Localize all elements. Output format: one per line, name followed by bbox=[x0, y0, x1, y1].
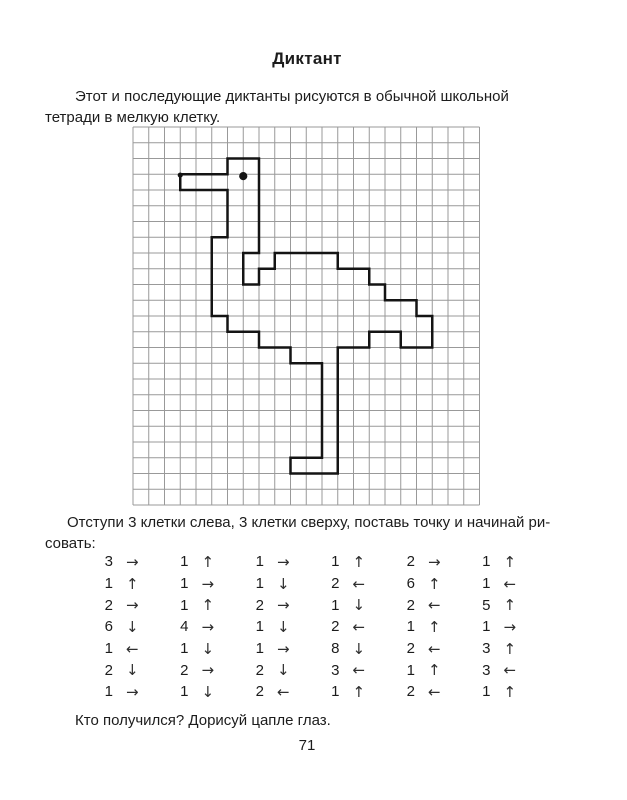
dictation-step bbox=[249, 594, 325, 616]
dictation-step bbox=[98, 551, 174, 573]
arrow-down-icon: ↓ bbox=[126, 617, 139, 636]
intro-paragraph: Этот и последующие диктанты рисуются в обычной школьной тетради в мелкую клетку. bbox=[45, 88, 509, 126]
dictation-step bbox=[174, 573, 250, 595]
arrow-down-icon: ↓ bbox=[126, 661, 139, 680]
dictation-step bbox=[249, 638, 325, 660]
arrow-up-icon: ↑ bbox=[201, 552, 215, 571]
step-count: 1 bbox=[331, 553, 340, 571]
dictation-step bbox=[400, 594, 476, 616]
step-count: 1 bbox=[255, 640, 264, 658]
step-count: 1 bbox=[180, 553, 189, 571]
dictation-step bbox=[400, 573, 476, 595]
dictation-instructions bbox=[45, 512, 580, 554]
dictation-steps-table bbox=[98, 551, 551, 703]
step-count: 1 bbox=[180, 683, 189, 701]
dictation-step bbox=[325, 659, 401, 681]
step-count: 3 bbox=[482, 640, 491, 658]
arrow-right-icon: → bbox=[428, 552, 441, 571]
step-count: 4 bbox=[180, 618, 189, 636]
dictation-step bbox=[249, 681, 325, 703]
dictation-instructions-line1: Отступи 3 клетки слева, 3 клетки сверху, поставь точку и начинай ри- bbox=[67, 514, 551, 531]
arrow-down-icon: ↓ bbox=[201, 682, 215, 701]
dictation-step bbox=[476, 659, 552, 681]
step-count: 1 bbox=[104, 640, 113, 658]
step-count: 3 bbox=[104, 553, 113, 571]
arrow-up-icon: ↑ bbox=[428, 661, 441, 680]
arrow-up-icon: ↑ bbox=[428, 574, 441, 593]
arrow-up-icon: ↑ bbox=[126, 574, 139, 593]
dictation-step bbox=[400, 659, 476, 681]
dictation-step bbox=[476, 638, 552, 660]
step-count: 5 bbox=[482, 596, 491, 614]
dictation-step bbox=[400, 681, 476, 703]
dictation-step bbox=[174, 659, 250, 681]
step-count: 1 bbox=[180, 640, 189, 658]
arrow-left-icon: ← bbox=[503, 661, 517, 680]
heron-grid-drawing bbox=[132, 126, 481, 506]
arrow-right-icon: → bbox=[201, 617, 215, 636]
arrow-left-icon: ← bbox=[277, 682, 290, 701]
step-count: 2 bbox=[255, 596, 264, 614]
dictation-instructions-line2: совать: bbox=[45, 535, 96, 552]
dictation-step bbox=[249, 573, 325, 595]
dictation-step bbox=[476, 551, 552, 573]
step-count: 3 bbox=[331, 661, 340, 679]
dictation-step bbox=[476, 594, 552, 616]
step-count: 1 bbox=[104, 683, 113, 701]
arrow-up-icon: ↑ bbox=[352, 552, 366, 571]
arrow-right-icon: → bbox=[126, 552, 139, 571]
step-count: 1 bbox=[482, 618, 491, 636]
step-count: 2 bbox=[104, 596, 113, 614]
arrow-left-icon: ← bbox=[503, 574, 517, 593]
arrow-up-icon: ↑ bbox=[428, 617, 441, 636]
dictation-step bbox=[98, 638, 174, 660]
dictation-step bbox=[174, 616, 250, 638]
page-title: Диктант bbox=[272, 49, 342, 68]
arrow-down-icon: ↓ bbox=[352, 639, 366, 658]
arrow-right-icon: → bbox=[277, 552, 290, 571]
arrow-right-icon: → bbox=[503, 617, 517, 636]
arrow-right-icon: → bbox=[201, 574, 215, 593]
arrow-up-icon: ↑ bbox=[352, 682, 366, 701]
arrow-right-icon: → bbox=[277, 639, 290, 658]
arrow-left-icon: ← bbox=[126, 639, 139, 658]
step-count: 1 bbox=[180, 575, 189, 593]
arrow-left-icon: ← bbox=[352, 661, 366, 680]
dictation-step bbox=[325, 551, 401, 573]
arrow-left-icon: ← bbox=[428, 639, 441, 658]
dictation-step bbox=[325, 594, 401, 616]
arrow-left-icon: ← bbox=[352, 574, 366, 593]
step-count: 1 bbox=[180, 596, 189, 614]
dictation-step bbox=[325, 681, 401, 703]
step-count: 1 bbox=[482, 553, 491, 571]
step-count: 1 bbox=[406, 661, 415, 679]
arrow-right-icon: → bbox=[126, 596, 139, 615]
arrow-up-icon: ↑ bbox=[503, 552, 517, 571]
dictation-step bbox=[400, 616, 476, 638]
step-count: 3 bbox=[482, 661, 491, 679]
dictation-step bbox=[400, 551, 476, 573]
eye-dot bbox=[239, 172, 247, 180]
arrow-down-icon: ↓ bbox=[201, 639, 215, 658]
arrow-down-icon: ↓ bbox=[277, 617, 290, 636]
step-count: 6 bbox=[406, 575, 415, 593]
step-count: 2 bbox=[331, 575, 340, 593]
arrow-up-icon: ↑ bbox=[201, 596, 215, 615]
arrow-right-icon: → bbox=[126, 682, 139, 701]
dictation-step bbox=[98, 659, 174, 681]
dictation-step bbox=[98, 616, 174, 638]
step-count: 2 bbox=[104, 661, 113, 679]
step-count: 2 bbox=[180, 661, 189, 679]
step-count: 2 bbox=[406, 640, 415, 658]
dictation-step bbox=[98, 594, 174, 616]
step-count: 8 bbox=[331, 640, 340, 658]
arrow-left-icon: ← bbox=[428, 596, 441, 615]
dictation-step bbox=[98, 573, 174, 595]
arrow-down-icon: ↓ bbox=[277, 574, 290, 593]
step-count: 1 bbox=[255, 618, 264, 636]
dictation-step bbox=[174, 594, 250, 616]
dictation-step bbox=[476, 573, 552, 595]
step-count: 1 bbox=[331, 683, 340, 701]
dictation-step bbox=[325, 638, 401, 660]
step-count: 1 bbox=[255, 575, 264, 593]
step-count: 1 bbox=[482, 683, 491, 701]
dictation-step bbox=[476, 681, 552, 703]
dictation-step bbox=[325, 616, 401, 638]
arrow-down-icon: ↓ bbox=[277, 661, 290, 680]
step-count: 6 bbox=[104, 618, 113, 636]
dictation-step bbox=[249, 659, 325, 681]
step-count: 1 bbox=[104, 575, 113, 593]
arrow-left-icon: ← bbox=[428, 682, 441, 701]
dictation-step bbox=[249, 551, 325, 573]
step-count: 1 bbox=[406, 618, 415, 636]
step-count: 2 bbox=[331, 618, 340, 636]
arrow-left-icon: ← bbox=[352, 617, 366, 636]
dictation-step bbox=[476, 616, 552, 638]
arrow-right-icon: → bbox=[277, 596, 290, 615]
arrow-up-icon: ↑ bbox=[503, 596, 517, 615]
dictation-step bbox=[98, 681, 174, 703]
page-number: 71 bbox=[298, 737, 316, 754]
step-count: 2 bbox=[255, 683, 264, 701]
dictation-step bbox=[174, 638, 250, 660]
step-count: 2 bbox=[406, 553, 415, 571]
dictation-step bbox=[174, 681, 250, 703]
step-count: 1 bbox=[482, 575, 491, 593]
step-count: 1 bbox=[255, 553, 264, 571]
start-dot bbox=[178, 172, 183, 177]
step-count: 2 bbox=[406, 596, 415, 614]
step-count: 1 bbox=[331, 596, 340, 614]
dictation-step bbox=[174, 551, 250, 573]
dictation-step bbox=[325, 573, 401, 595]
arrow-down-icon: ↓ bbox=[352, 596, 366, 615]
dictation-step bbox=[249, 616, 325, 638]
step-count: 2 bbox=[406, 683, 415, 701]
arrow-up-icon: ↑ bbox=[503, 682, 517, 701]
grid-figure-container bbox=[132, 126, 481, 511]
arrow-up-icon: ↑ bbox=[503, 639, 517, 658]
arrow-right-icon: → bbox=[201, 661, 215, 680]
step-count: 2 bbox=[255, 661, 264, 679]
dictation-step bbox=[400, 638, 476, 660]
outro-question: Кто получился? Дорисуй цапле глаз. bbox=[75, 712, 331, 729]
